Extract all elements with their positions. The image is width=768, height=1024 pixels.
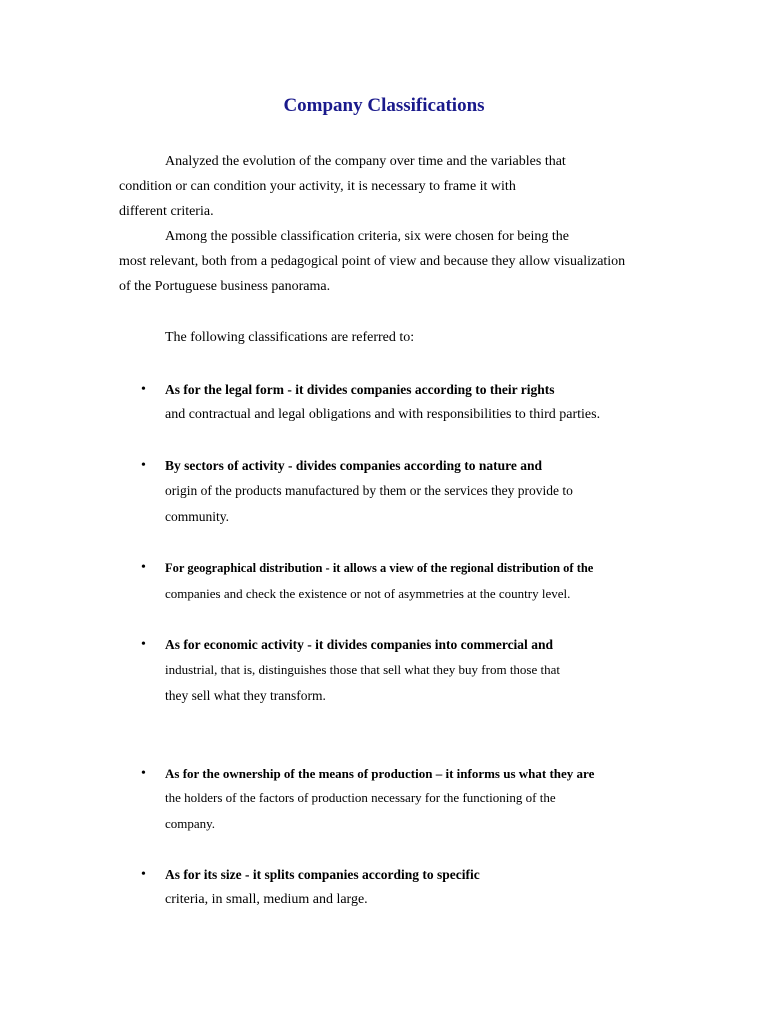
item-5-line-1: the holders of the factors of production necessary for the functioning of the bbox=[165, 790, 556, 805]
item-2-line-1: origin of the products manufactured by them or the services they provide to bbox=[165, 483, 573, 498]
item-6-heading: As for its size - it splits companies according to specific bbox=[165, 867, 480, 882]
bullet-icon: • bbox=[141, 867, 146, 882]
item-5-heading: As for the ownership of the means of production – it informs us what they are bbox=[165, 766, 595, 781]
bullet-icon: • bbox=[141, 637, 146, 652]
item-5-line-2: company. bbox=[165, 816, 216, 831]
intro-p2-line-2: most relevant, both from a pedagogical point of view and because they allow visualization bbox=[119, 254, 626, 269]
bullet-icon: • bbox=[141, 560, 146, 575]
intro-p2-line-1: Among the possible classification criteria, six were chosen for being the bbox=[165, 229, 569, 244]
item-4-line-1: industrial, that is, distinguishes those that sell what they buy from those that bbox=[165, 662, 561, 677]
intro-p1-line-1: Analyzed the evolution of the company over time and the variables that bbox=[165, 154, 566, 169]
page-title: Company Classifications bbox=[283, 95, 485, 116]
intro-p2-line-3: of the Portuguese business panorama. bbox=[119, 279, 331, 294]
bullet-icon: • bbox=[141, 458, 146, 473]
item-2-heading: By sectors of activity - divides companies according to nature and bbox=[165, 458, 542, 473]
bullet-icon: • bbox=[141, 766, 146, 781]
item-1-heading: As for the legal form - it divides companies according to their rights bbox=[165, 382, 555, 397]
item-6-line-1: criteria, in small, medium and large. bbox=[165, 892, 368, 907]
item-2-line-2: community. bbox=[165, 509, 229, 524]
item-4-heading: As for economic activity - it divides companies into commercial and bbox=[165, 637, 553, 652]
item-1-line-1: and contractual and legal obligations and with responsibilities to third parties. bbox=[165, 407, 601, 422]
bullet-icon: • bbox=[141, 382, 146, 397]
item-3-line-1: companies and check the existence or not of asymmetries at the country level. bbox=[165, 586, 571, 601]
list-lead: The following classifications are referred to: bbox=[165, 330, 415, 345]
intro-p1-line-2: condition or can condition your activity, it is necessary to frame it with bbox=[119, 179, 516, 194]
item-3-heading: For geographical distribution - it allows a view of the regional distribution of the bbox=[165, 561, 594, 575]
item-4-line-2: they sell what they transform. bbox=[165, 688, 326, 703]
intro-p1-line-3: different criteria. bbox=[119, 204, 214, 219]
